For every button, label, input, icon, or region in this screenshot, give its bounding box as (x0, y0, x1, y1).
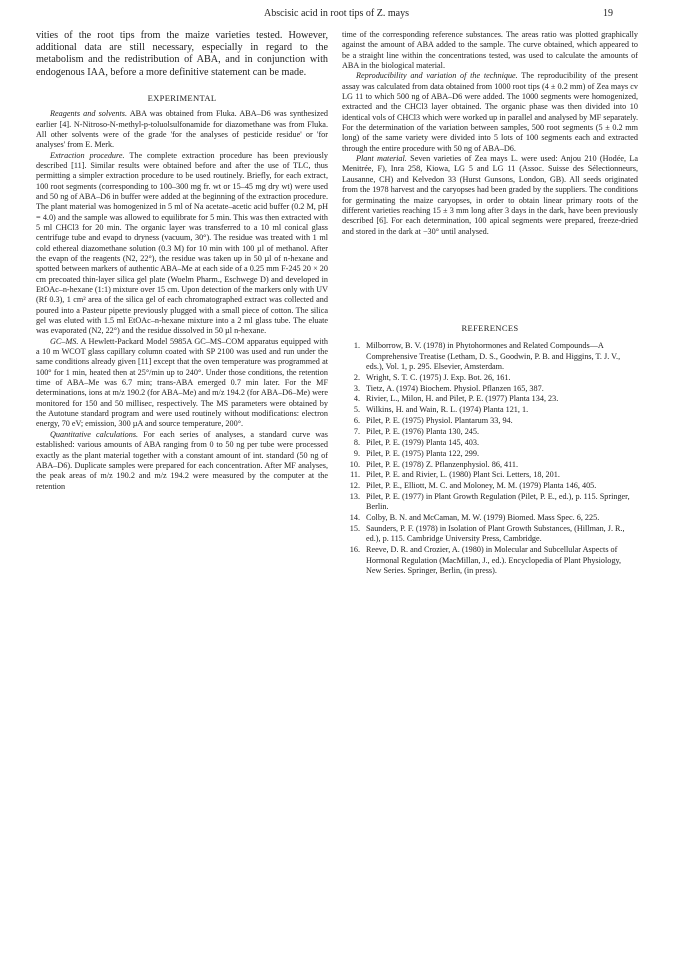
reference-number: 2. (353, 372, 360, 382)
reference-number: 10. (349, 459, 360, 469)
paragraph-text: For each series of analyses, a standard curve was established: various amounts of ABA ranging from 0 to 50 ng per tube were processed exactly as the plant material together with a constant amount of int. standard (50 ng of ABA–D6). Duplicate samples were prepared for each concentration. After MF analyses, the peak areas of m/z 190.2 and m/z 194.2 were measured by the computer at the retention (36, 429, 328, 491)
reference-text: Reeve, D. R. and Crozier, A. (1980) in Molecular and Subcellular Aspects of Hormonal Regulation (MacMillan, J., ed.). Encyclopedia of Plant Physiology, New Series. Springer, Berlin, (in press). (366, 545, 622, 575)
paragraph-runin-heading: Quantitative calculations. (50, 429, 139, 439)
reference-number: 15. (349, 524, 360, 534)
reference-item (342, 427, 638, 437)
paragraph-runin-heading: GC–MS. (50, 336, 79, 346)
reference-number: 6. (353, 416, 360, 426)
reference-number: 7. (353, 426, 360, 436)
reference-item (342, 373, 638, 383)
page-number: 19 (603, 8, 613, 19)
body-paragraph (36, 151, 328, 337)
paragraph-text: The complete extraction procedure has been previously described [11]. Similar results were obtained before and after the use of TLC, thus permitting a simpler extraction procedure to be used routinely. Briefly, for each extract, 100 root segments (corresponding to 100–300 mg fr. wt or 15–45 mg dry wt) were used and 50 ng of ABA–D6 in buffer were added at the beginning of the extraction procedure. The plant material was homogenized in 5 ml of Na acetate–acetic acid buffer (0.2 M, pH = 4.0) and the sample was allowed to equilibrate for 5 min. This was then extracted with 5 ml CHCl3 for 20 min. The organic layer was transferred to a 10 ml conical glass centrifuge tube and evapd to dryness (vacuum, 30°). The residue was treated with 1 ml cold ethereal diazomethane solution (0.3 M) for 10 min with 100 µl of methanol. After the evapn of the reagents (N2, 22°), the residue was taken up in 50 µl of n-hexane and spotted between markers of authentic ABA–Me at each side of a 0.25 mm F-245 20 × 20 cm precoated thin-layer silica gel plate (Woelm Pharm., Eschwege D) and developed in EtOAc–n-hexane (1:1) mixture over 15 cm. Upon detection of the markers only with UV (Rf 0.3), 1 cm² area of the silica gel of each chromatographed extract was collected and poured into a Pasteur pipette previously plugged with a small piece of cotton. The silica gel was eluted with 1.5 ml EtOAc–n-hexane mixture into a 2 ml glass tube. The eluate was evaporated (N2, 22°) and the residue dissolved in 50 µl n-hexane. (36, 150, 328, 336)
reference-text: Pilet, P. E., Elliott, M. C. and Moloney, M. M. (1979) Planta 146, 405. (366, 481, 597, 491)
reference-text: Milborrow, B. V. (1978) in Phytohormones and Related Compounds—A Comprehensive Treatise (Letham, D. S., Goodwin, P. B. and Higgins, T. J. V., eds.), Vol. 1, p. 295. Elsevier, Amsterdam. (366, 341, 621, 371)
reference-text: Pilet, P. E. (1979) Planta 145, 403. (366, 437, 480, 447)
paragraph-text: Seven varieties of Zea mays L. were used: Anjou 210 (Hodée, La Menitrée, F), Inra 258, Kiowa, LG 5 and LG 11 (Assoc. Suisse des Sélectionneurs, Lausanne, CH) and Kelvedon 33 (Hurst Gunsons, London, GB). All seeds originated from the 1978 harvest and the caryopses had been graded by the suppliers. The conditions for germinating the maize caryopses, in order to obtain linear primary roots of the different varieties reaching 15 ± 3 mm long after 3 days in the dark, have been previously described [6]. For each determination, 100 apical segments were prepared, freeze-dried and stored in the dark at −30° until analysed. (342, 154, 638, 236)
references-heading: REFERENCES (461, 322, 519, 333)
paragraph-runin-heading: Reagents and solvents. (50, 109, 128, 119)
body-paragraph (342, 71, 638, 154)
body-paragraph (36, 109, 328, 150)
paragraph-text: time of the corresponding reference substances. The areas ratio was plotted graphically against the amount of ABA added to the sample. The curve obtained, which appeared to be a straight line within the concentrations tested, was used to calculate the amounts of ABA in the biological material. (342, 30, 638, 71)
methods-paragraphs (342, 30, 638, 237)
reference-list (342, 341, 638, 576)
reference-item (342, 470, 638, 480)
reference-item (342, 513, 638, 523)
section-heading-experimental: EXPERIMENTAL (147, 92, 217, 103)
reference-number: 13. (349, 492, 360, 502)
paragraph-text: ABA was obtained from Fluka. ABA–D6 was synthesized earlier [4]. N-Nitroso-N-methyl-p-toluolsulfonamide for diazomethane was from Fluka. All other solvents were of the grade 'for the analyses of pesticide residue' or 'for analyses' from E. Merk. (36, 109, 328, 150)
reference-number: 5. (353, 405, 360, 415)
body-paragraph (36, 337, 328, 430)
reference-number: 8. (353, 437, 360, 447)
reference-number: 3. (353, 383, 360, 393)
reference-number: 9. (353, 448, 360, 458)
reference-item (342, 394, 638, 404)
right-column (342, 30, 638, 577)
reference-item (342, 492, 638, 513)
left-column (36, 30, 328, 492)
running-head-title: Abscisic acid in root tips of Z. mays (264, 8, 409, 19)
body-paragraph (342, 154, 638, 237)
reference-text: Colby, B. N. and McCaman, M. W. (1979) Biomed. Mass Spec. 6, 225. (366, 513, 600, 523)
reference-text: Saunders, P. F. (1978) in Isolation of Plant Growth Substances, (Hillman, J. R., ed.), p. 115. Cambridge University Press, Cambridge. (366, 524, 625, 544)
intro-paragraph: vities of the root tips from the maize varieties tested. However, additional data are still necessary, especially in regard to the metabolism and the redistribution of ABA, and in conjunction with endogenous IAA, before a more definitive statement can be made. (36, 30, 328, 78)
reference-text: Pilet, P. E. (1978) Z. Pflanzenphysiol. 86, 411. (366, 459, 519, 469)
reference-number: 14. (349, 513, 360, 523)
experimental-paragraphs (36, 109, 328, 492)
reference-number: 11. (350, 470, 360, 480)
reference-item (342, 341, 638, 372)
reference-item (342, 384, 638, 394)
reference-item (342, 438, 638, 448)
reference-text: Pilet, P. E. (1975) Planta 122, 299. (366, 448, 480, 458)
running-head (60, 8, 613, 24)
paragraph-runin-heading: Plant material. (356, 154, 407, 164)
paragraph-text: A Hewlett-Packard Model 5985A GC–MS–COM apparatus equipped with a 10 m WCOT glass capillary column coated with SP 2100 was used and run under the same conditions already given [11] except that the oven temperature was programmed at 100° for 1 min, heated then at 25°/min up to 240°. Under those conditions, the retention time of ABA–Me was 6.7 min; trans-ABA emerged 0.7 min later. For the MF determinations, ions at m/z 190.2 (for ABA–Me) and m/z 194.2 (for ABA–D6–Me) were monitored for 150 and 50 millisec, respectively. The MS parameters were obtained by the Autotune standard program and were used routinely without modifications: electron energy, 70 eV; emission, 300 µA and source temperature, 200°. (36, 336, 328, 429)
reference-item (342, 416, 638, 426)
reference-text: Rivier, L., Milon, H. and Pilet, P. E. (1977) Planta 134, 23. (366, 394, 559, 404)
reference-item (342, 481, 638, 491)
body-paragraph (342, 30, 638, 71)
reference-number: 16. (349, 545, 360, 555)
reference-text: Wright, S. T. C. (1975) J. Exp. Bot. 26, 161. (366, 372, 511, 382)
reference-item (342, 460, 638, 470)
reference-text: Pilet, P. E. (1975) Physiol. Plantarum 33, 94. (366, 416, 513, 426)
reference-number: 4. (353, 394, 360, 404)
reference-item (342, 449, 638, 459)
paragraph-runin-heading: Extraction procedure. (50, 150, 125, 160)
reference-number: 12. (349, 481, 360, 491)
reference-text: Pilet, P. E. and Rivier, L. (1980) Plant Sci. Letters, 18, 201. (366, 470, 560, 480)
reference-text: Pilet, P. E. (1977) in Plant Growth Regulation (Pilet, P. E., ed.), p. 115. Springer, Berlin. (366, 492, 630, 512)
reference-item (342, 545, 638, 576)
paragraph-text: The reproducibility of the present assay was calculated from data obtained from 1000 root tips (4 ± 0.2 mm) of Zea mays cv LG 11 to which 500 ng of ABA–D6 were added. The 1000 segments were homogenized, extracted and the CHCl3 layer obtained. The organic phase was then divided into 10 identical vols of CHCl3 which were worked up in parallel and analysed by MF separately. For the determination of the variation between samples, 500 root segments (5 ± 0.2 mm long) of the same variety were divided into 5 lots of 100 segments each and extracted through the entire procedure with 50 ng of ABA–D6. (342, 71, 638, 153)
reference-text: Tietz, A. (1974) Biochem. Physiol. Pflanzen 165, 387. (366, 383, 544, 393)
reference-number: 1. (353, 341, 360, 351)
paragraph-runin-heading: Reproducibility and variation of the technique. (356, 71, 518, 81)
reference-text: Wilkins, H. and Wain, R. L. (1974) Planta 121, 1. (366, 405, 529, 415)
reference-item (342, 405, 638, 415)
reference-text: Pilet, P. E. (1976) Planta 130, 245. (366, 426, 480, 436)
reference-item (342, 524, 638, 545)
body-paragraph (36, 430, 328, 492)
